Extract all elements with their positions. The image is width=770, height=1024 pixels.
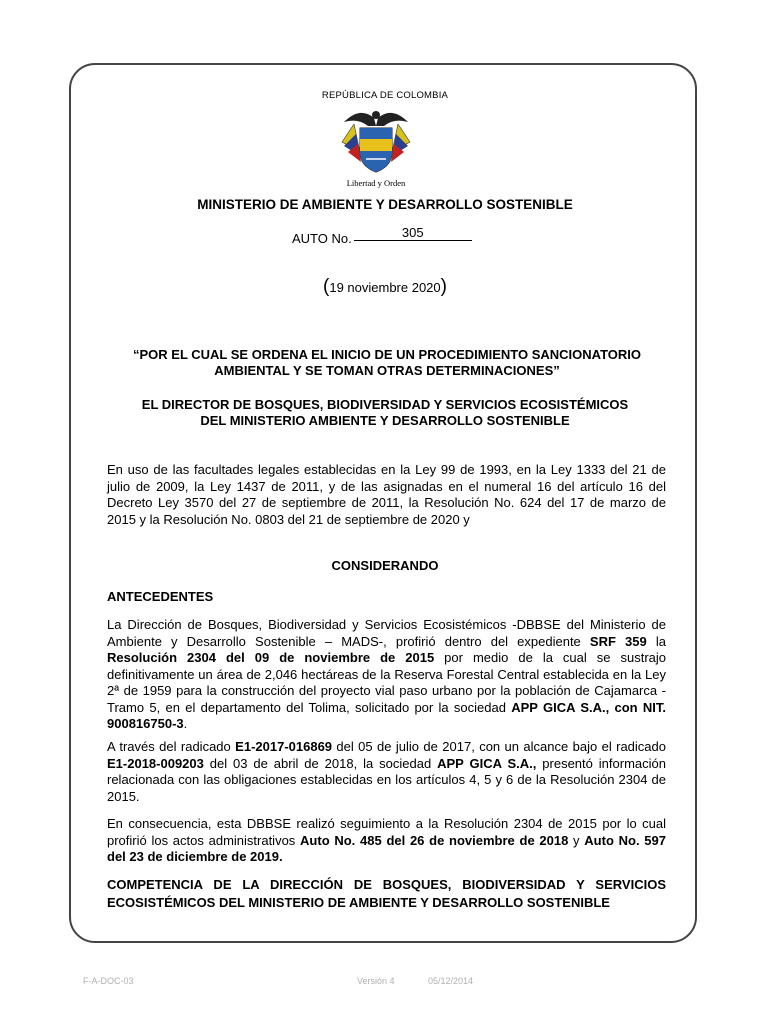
- antecedentes-heading: ANTECEDENTES: [107, 589, 214, 604]
- auto-label: AUTO No.: [292, 231, 352, 246]
- auto-ref-1: Auto No. 485 del 26 de noviembre de 2018: [300, 832, 569, 848]
- text-span: En consecuencia, esta DBBSE realizó seguimiento a la Resolución 2304 de 2015 por lo cual profirió los actos administrativos: [107, 816, 666, 848]
- document-date: [0, 276, 770, 298]
- date-close-paren: ): [440, 276, 447, 297]
- paragraph-consecuencia: [107, 816, 666, 866]
- intro-paragraph: En uso de las facultades legales establecidas en la Ley 99 de 1993, en la Ley 1333 del 21 de julio de 2009, la Ley 1437 de 2011, y de las asignadas en el numeral 16 del artículo 16 del Decreto Ley 3570 del 27 de septiembre de 2011, la Resolución No. 624 del 17 de marzo de 2015 y la Resolución No. 0803 del 21 de septiembre de 2020 y: [107, 462, 666, 527]
- text-span: A través del radicado: [107, 739, 236, 754]
- paragraph-radicado: [107, 739, 666, 805]
- date-open-paren: (: [323, 276, 330, 297]
- document-title: “POR EL CUAL SE ORDENA EL INICIO DE UN PROCEDIMIENTO SANCIONATORIO AMBIENTAL Y SE TOMAN OTRAS DETERMINACIONES”: [132, 347, 641, 378]
- resolution-ref: Resolución 2304 del 09 de noviembre de 2015: [107, 650, 435, 665]
- company-ref: APP GICA S.A., con NIT. 900816750-3: [107, 699, 667, 731]
- text-span: del 05 de julio de 2017, con un alcance bajo el radicado: [332, 739, 666, 754]
- auto-ref-2: Auto No. 597 del 23 de diciembre de 2019.: [107, 832, 666, 864]
- text-span: .: [183, 716, 188, 731]
- country-heading: REPÚBLICA DE COLOMBIA: [321, 90, 449, 101]
- text-span: por medio de la cual se sustrajo definitivamente un área de 2,046 hectáreas de la Reserva Forestal Central establecida en la Ley 2ª de 1959 para la construcción del proyecto vial paso urbano por la población de Cajamarca - Tramo 5, en el departamento del Tolima, solicitado por la sociedad: [107, 650, 667, 715]
- auto-number-line: [292, 225, 472, 247]
- expediente-ref: SRF 359: [589, 633, 647, 649]
- text-span: presentó información relacionada con las obligaciones establecidas en los artículos 4, 5 y 6 de la Resolución 2304 de 2015.: [107, 755, 666, 804]
- text-span: la: [646, 633, 666, 649]
- coat-of-arms: [336, 104, 416, 190]
- footer-version: Versión 4: [357, 976, 395, 986]
- text-span: del 03 de abril de 2018, la sociedad: [203, 755, 438, 771]
- text-span: La Dirección de Bosques, Biodiversidad y Servicios Ecosistémicos -DBBSE del Ministerio de Ambiente y Desarrollo Sostenible – MADS-, profirió dentro del expediente: [107, 617, 666, 649]
- ministry-name: MINISTERIO DE AMBIENTE Y DESARROLLO SOSTENIBLE: [197, 197, 573, 212]
- radicado-ref-1: E1-2017-016869: [235, 739, 333, 754]
- radicado-ref-2: E1-2018-009203: [107, 755, 204, 771]
- date-value: 19 noviembre 2020: [329, 280, 441, 295]
- footer-doc-code: F-A-DOC-03: [83, 976, 134, 986]
- company-ref: APP GICA S.A.,: [437, 755, 537, 771]
- considerando-heading: CONSIDERANDO: [331, 558, 439, 573]
- crest-motto: Libertad y Orden: [346, 178, 406, 188]
- paragraph-antecedentes: [107, 617, 666, 733]
- director-heading: EL DIRECTOR DE BOSQUES, BIODIVERSIDAD Y SERVICIOS ECOSISTÉMICOS DEL MINISTERIO AMBIENTE Y DESARROLLO SOSTENIBLE: [141, 397, 629, 428]
- auto-number: 305: [354, 225, 472, 241]
- competencia-heading: COMPETENCIA DE LA DIRECCIÓN DE BOSQUES, BIODIVERSIDAD Y SERVICIOS ECOSISTÉMICOS DEL MINISTERIO DE AMBIENTE Y DESARROLLO SOSTENIBLE: [107, 877, 666, 910]
- text-span: y: [568, 832, 585, 848]
- footer-date: 05/12/2014: [428, 976, 474, 986]
